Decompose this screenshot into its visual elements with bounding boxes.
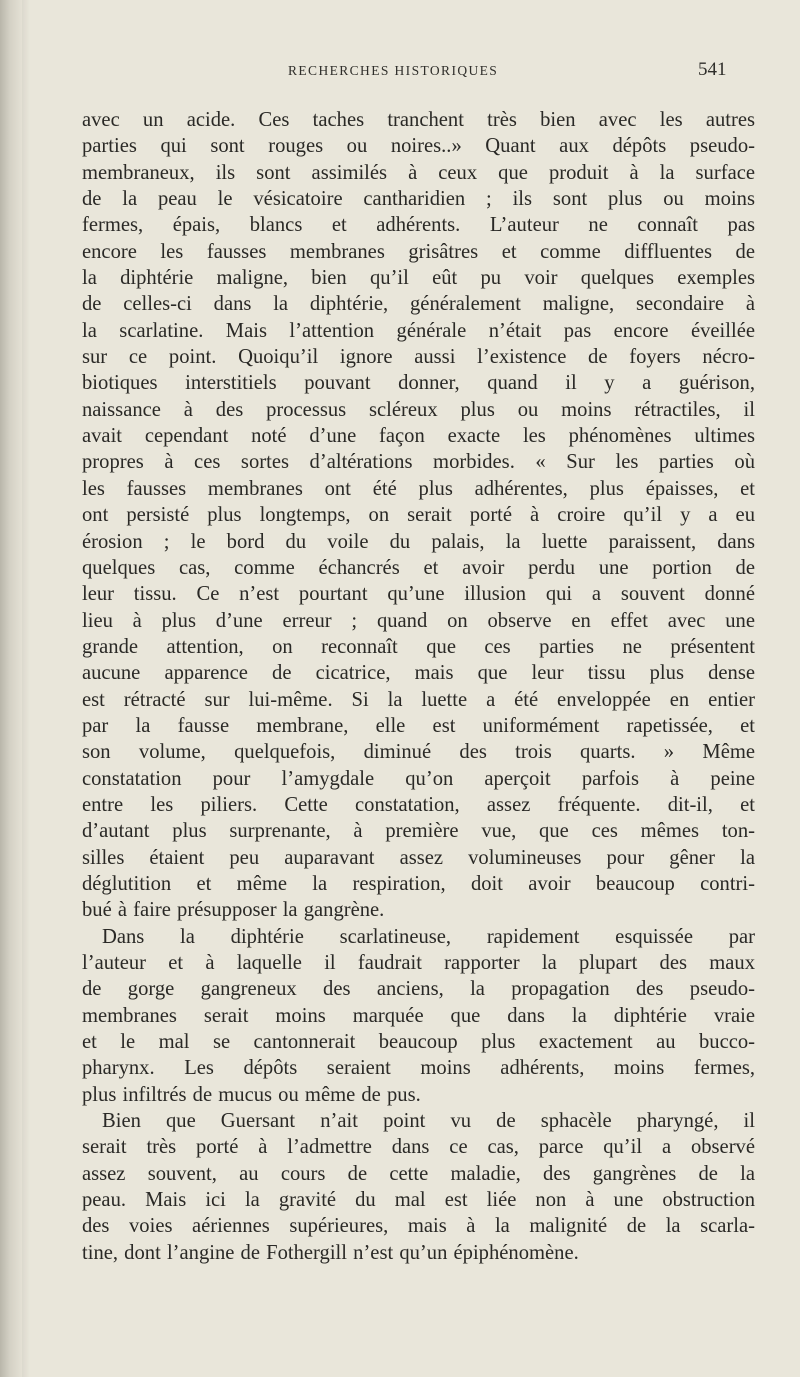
running-head: RECHERCHES HISTORIQUES	[288, 63, 499, 78]
text-line: grande attention, on reconnaît que ces parties ne présentent	[82, 635, 755, 658]
text-line: de celles-ci dans la diphtérie, généralement maligne, secondaire à	[82, 293, 755, 316]
book-binding-edge	[0, 0, 22, 1377]
text-line: parties qui sont rouges ou noires..» Quant aux dépôts pseudo-	[82, 135, 755, 158]
text-line: fermes, épais, blancs et adhérents. L’auteur ne connaît pas	[82, 214, 755, 237]
text-line: ont persisté plus longtemps, on serait porté à croire qu’il y a eu	[82, 504, 755, 527]
text-line: encore les fausses membranes grisâtres et comme diffluentes de	[82, 240, 755, 263]
paragraph-first-line: Bien que Guersant n’ait point vu de sphacèle pharyngé, il	[102, 1110, 755, 1133]
text-line: est rétracté sur lui-même. Si la luette a été enveloppée en entier	[82, 688, 755, 711]
binding-shadow	[22, 0, 30, 1377]
paragraph-last-line: tine, dont l’angine de Fothergill n’est qu’un épiphénomène.	[82, 1241, 579, 1264]
text-line: les fausses membranes ont été plus adhérentes, plus épaisses, et	[82, 477, 755, 500]
page-number: 541	[698, 59, 727, 80]
text-line: la diphtérie maligne, bien qu’il eût pu voir quelques exemples	[82, 267, 755, 290]
book-page	[30, 0, 800, 1377]
text-line: des voies aériennes supérieures, mais à la malignité de la scarla-	[82, 1215, 755, 1238]
text-line: peau. Mais ici la gravité du mal est liée non à une obstruction	[82, 1189, 755, 1212]
text-line: entre les piliers. Cette constatation, assez fréquente. dit-il, et	[82, 793, 755, 816]
text-line: constatation pour l’amygdale qu’on aperçoit parfois à peine	[82, 767, 755, 790]
text-line: et le mal se cantonnerait beaucoup plus exactement au bucco-	[82, 1031, 755, 1054]
text-line: son volume, quelquefois, diminué des trois quarts. » Même	[82, 741, 755, 764]
text-line: membranes serait moins marquée que dans la diphtérie vraie	[82, 1004, 755, 1027]
text-line: de la peau le vésicatoire cantharidien ; ils sont plus ou moins	[82, 188, 755, 211]
text-line: d’autant plus surprenante, à première vue, que ces mêmes ton-	[82, 820, 755, 843]
text-line: propres à ces sortes d’altérations morbides. « Sur les parties où	[82, 451, 755, 474]
text-line: naissance à des processus scléreux plus ou moins rétractiles, il	[82, 398, 755, 421]
text-line: aucune apparence de cicatrice, mais que leur tissu plus dense	[82, 662, 755, 685]
text-line: serait très porté à l’admettre dans ce cas, parce qu’il a observé	[82, 1136, 755, 1159]
text-line: de gorge gangreneux des anciens, la propagation des pseudo-	[82, 978, 755, 1001]
text-line: avait cependant noté d’une façon exacte les phénomènes ultimes	[82, 425, 755, 448]
text-line: sur ce point. Quoiqu’il ignore aussi l’existence de foyers nécro-	[82, 346, 755, 369]
text-line: la scarlatine. Mais l’attention générale n’était pas encore éveillée	[82, 319, 755, 342]
body-text	[82, 107, 755, 1266]
text-line: membraneux, ils sont assimilés à ceux que produit à la surface	[82, 161, 755, 184]
text-line: silles étaient peu auparavant assez volumineuses pour gêner la	[82, 846, 755, 869]
text-line: avec un acide. Ces taches tranchent très bien avec les autres	[82, 109, 755, 131]
text-line: lieu à plus d’une erreur ; quand on observe en effet avec une	[82, 609, 755, 632]
text-line: biotiques interstitiels pouvant donner, quand il y a guérison,	[82, 372, 755, 395]
paragraph-last-line: bué à faire présupposer la gangrène.	[82, 899, 385, 922]
text-line: déglutition et même la respiration, doit avoir beaucoup contri-	[82, 872, 755, 895]
text-line: leur tissu. Ce n’est pourtant qu’une illusion qui a souvent donné	[82, 583, 755, 606]
paragraph-last-line: plus infiltrés de mucus ou même de pus.	[82, 1083, 421, 1106]
text-line: l’auteur et à laquelle il faudrait rapporter la plupart des maux	[82, 952, 755, 974]
text-line: quelques cas, comme échancrés et avoir perdu une portion de	[82, 556, 755, 579]
text-line: par la fausse membrane, elle est uniformément rapetissée, et	[82, 714, 755, 737]
text-line: assez souvent, au cours de cette maladie, des gangrènes de la	[82, 1162, 755, 1185]
paragraph-first-line: Dans la diphtérie scarlatineuse, rapidement esquissée par	[102, 925, 755, 948]
text-line: érosion ; le bord du voile du palais, la luette paraissent, dans	[82, 530, 755, 553]
text-line: pharynx. Les dépôts seraient moins adhérents, moins fermes,	[82, 1057, 755, 1080]
